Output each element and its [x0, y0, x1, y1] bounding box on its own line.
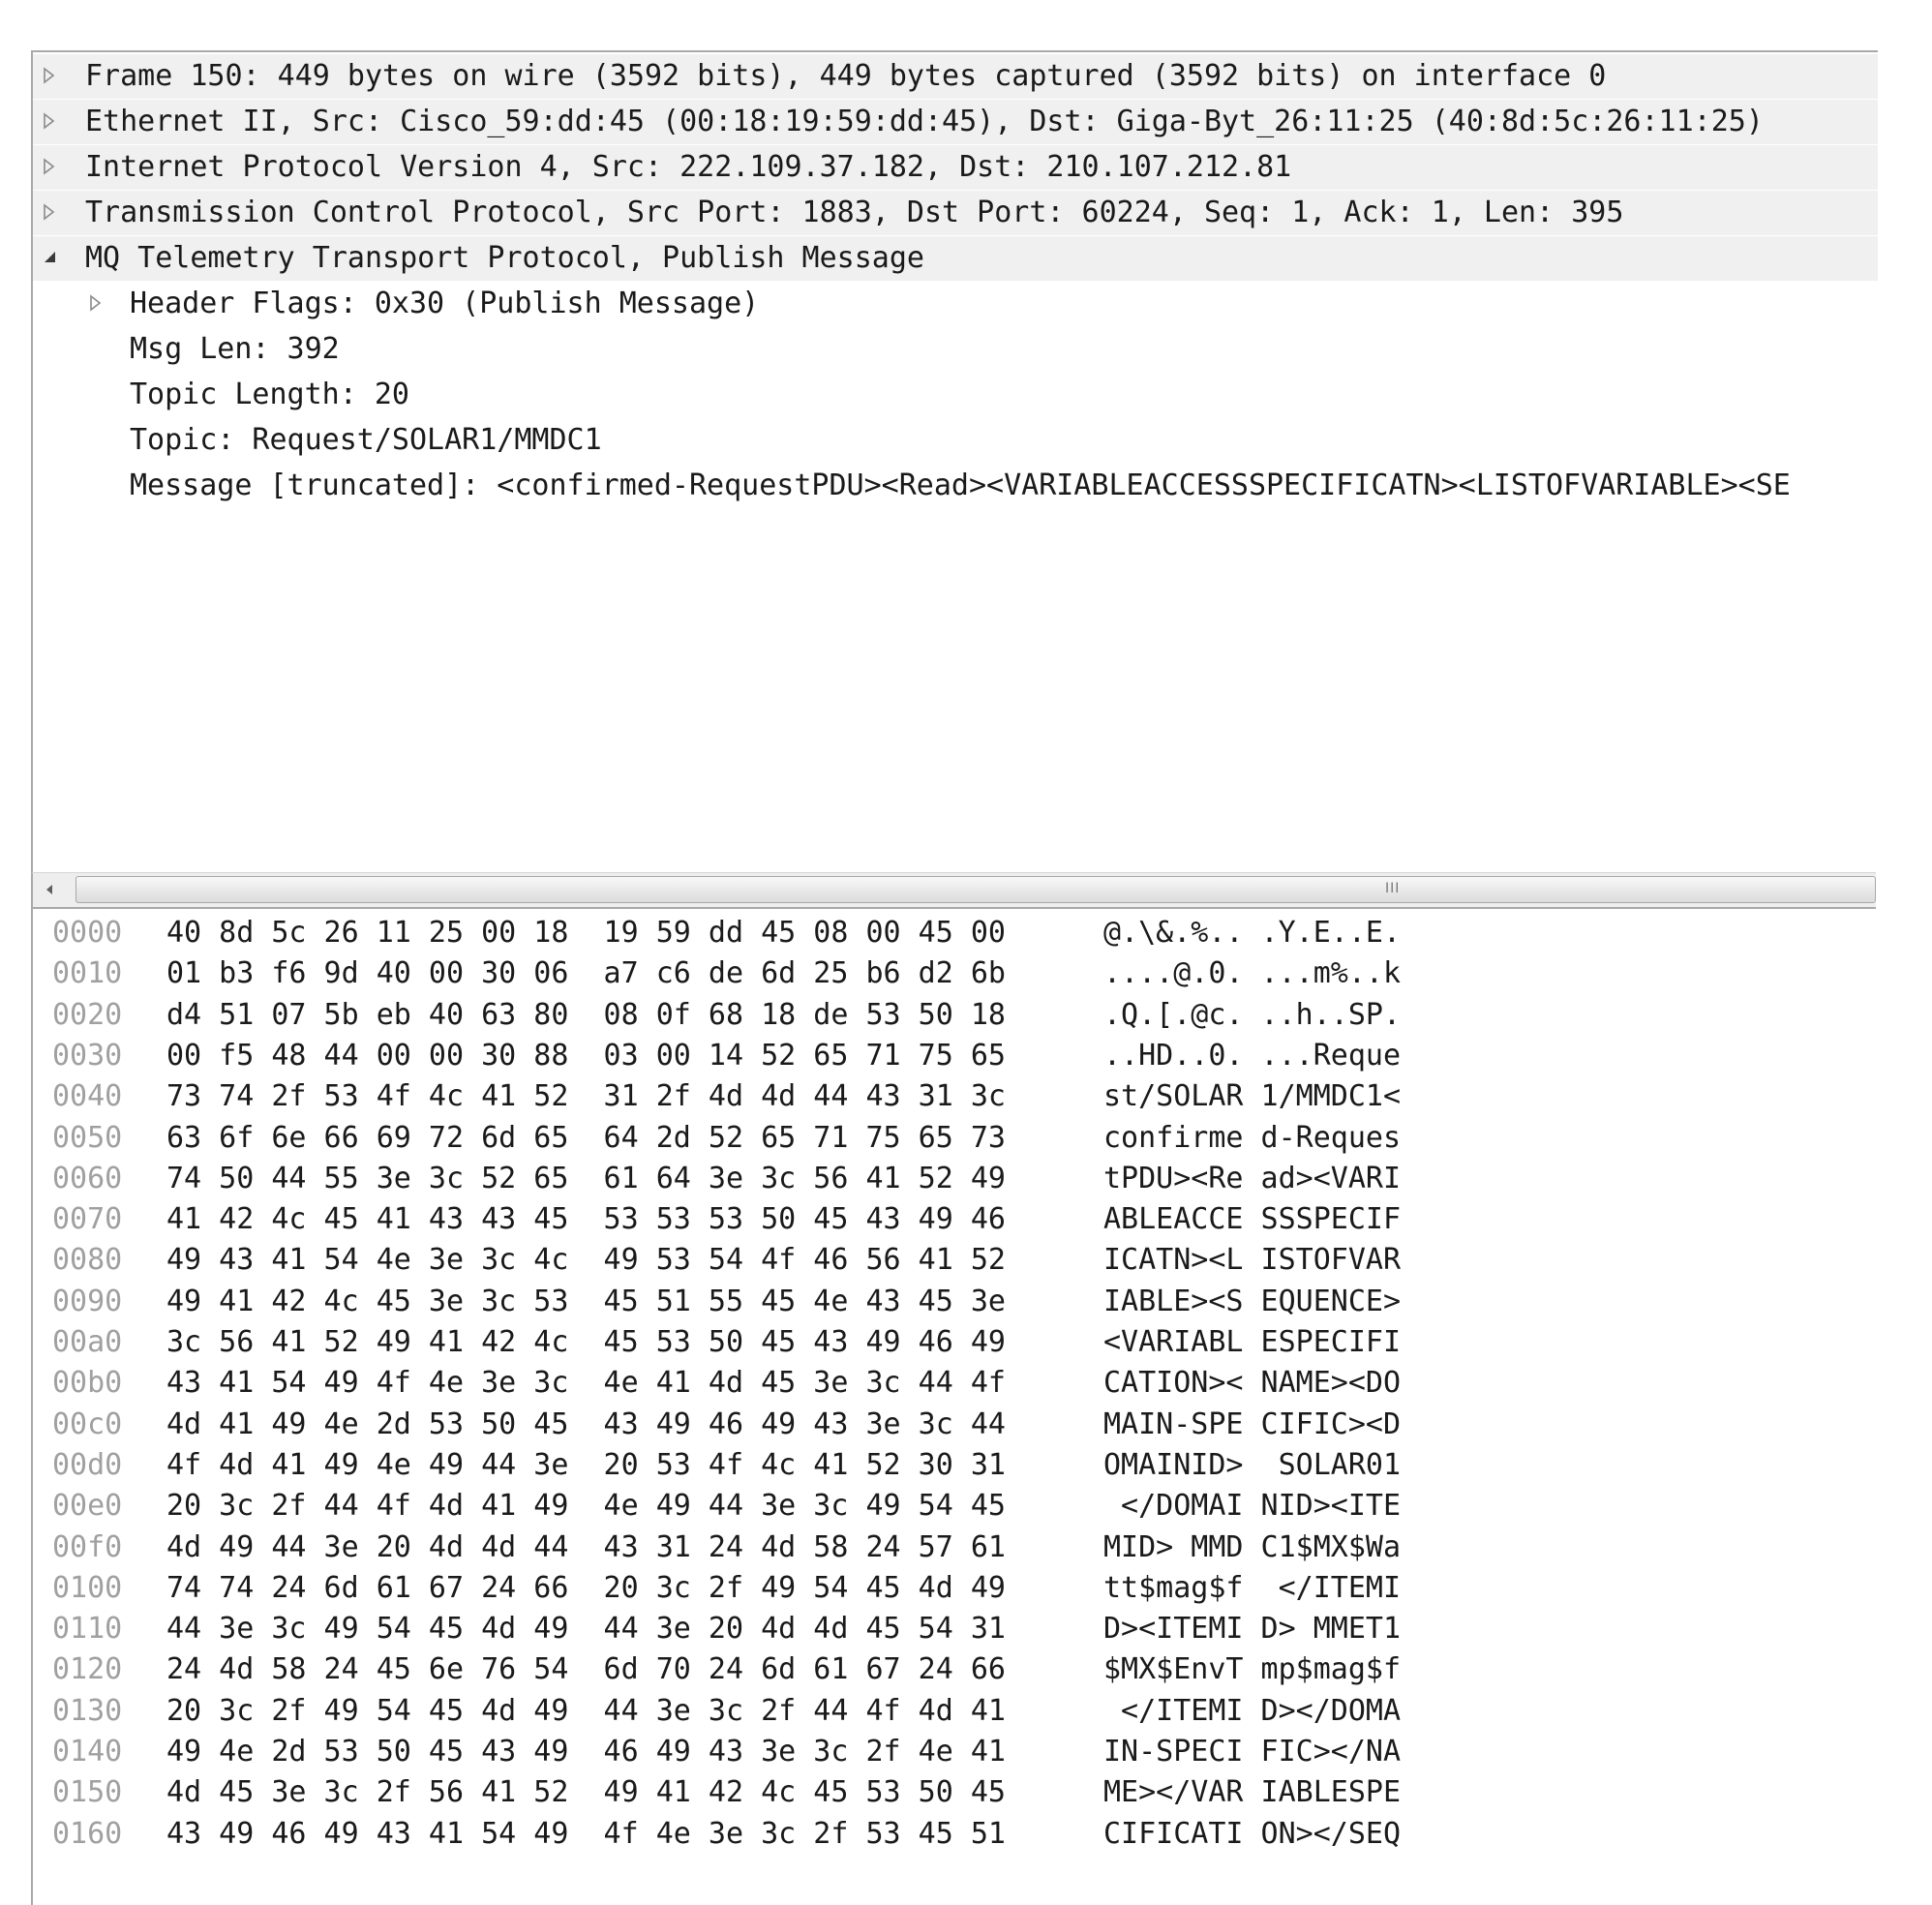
hex-ascii[interactable]: </DOMAI NID><ITE — [1103, 1489, 1402, 1524]
hex-bytes[interactable]: 63 6f 6e 66 69 72 6d 65 64 2d 52 65 71 75 65 73 — [166, 1120, 1006, 1155]
tree-item-label: Topic: Request/SOLAR1/MMDC1 — [130, 423, 602, 457]
hex-offset: 00f0 — [52, 1529, 123, 1564]
hex-bytes[interactable]: 73 74 2f 53 4f 4c 41 52 31 2f 4d 4d 44 43 31 3c — [166, 1079, 1006, 1114]
expand-triangle-icon[interactable] — [43, 145, 62, 190]
hex-bytes[interactable]: 4f 4d 41 49 4e 49 44 3e 20 53 4f 4c 41 52 30 31 — [166, 1447, 1006, 1482]
tree-item-label: Internet Protocol Version 4, Src: 222.109.37.182, Dst: 210.107.212.81 — [85, 150, 1292, 184]
hex-offset: 0110 — [52, 1612, 123, 1647]
hex-offset: 0160 — [52, 1816, 123, 1851]
hex-offset: 0140 — [52, 1735, 123, 1769]
hex-offset: 00b0 — [52, 1366, 123, 1401]
hex-ascii[interactable]: tt$mag$f </ITEMI — [1103, 1570, 1402, 1605]
hex-offset: 0040 — [52, 1079, 123, 1114]
tree-item-frame[interactable] — [33, 54, 1878, 99]
hex-bytes[interactable]: 20 3c 2f 44 4f 4d 41 49 4e 49 44 3e 3c 49 54 45 — [166, 1489, 1006, 1524]
packet-bytes-pane — [31, 907, 1876, 1905]
hex-bytes[interactable]: 43 41 54 49 4f 4e 3e 3c 4e 41 4d 45 3e 3c 44 4f — [166, 1366, 1006, 1401]
hex-ascii[interactable]: CATION>< NAME><DO — [1103, 1366, 1402, 1401]
hex-ascii[interactable]: OMAINID> SOLAR01 — [1103, 1447, 1402, 1482]
hex-ascii[interactable]: IABLE><S EQUENCE> — [1103, 1284, 1402, 1318]
hex-bytes[interactable]: 40 8d 5c 26 11 25 00 18 19 59 dd 45 08 00 45 00 — [166, 916, 1006, 950]
hex-ascii[interactable]: st/SOLAR 1/MMDC1< — [1103, 1079, 1402, 1114]
hex-bytes[interactable]: 43 49 46 49 43 41 54 49 4f 4e 3e 3c 2f 53 45 51 — [166, 1816, 1006, 1851]
hex-ascii[interactable]: ABLEACCE SSSPECIF — [1103, 1202, 1402, 1237]
hex-offset: 0010 — [52, 956, 123, 991]
expand-triangle-icon[interactable] — [89, 282, 108, 326]
hex-offset: 0000 — [52, 916, 123, 950]
hex-bytes[interactable]: 4d 49 44 3e 20 4d 4d 44 43 31 24 4d 58 24 57 61 — [166, 1529, 1006, 1564]
collapse-triangle-icon[interactable] — [43, 236, 62, 281]
hex-bytes[interactable]: 20 3c 2f 49 54 45 4d 49 44 3e 3c 2f 44 4f 4d 41 — [166, 1693, 1006, 1728]
tree-item-label: Frame 150: 449 bytes on wire (3592 bits), 449 bytes captured (3592 bits) on interface 0 — [85, 59, 1607, 93]
hex-bytes[interactable]: 24 4d 58 24 45 6e 76 54 6d 70 24 6d 61 67 24 66 — [166, 1652, 1006, 1687]
hex-bytes[interactable]: 44 3e 3c 49 54 45 4d 49 44 3e 20 4d 4d 45 54 31 — [166, 1612, 1006, 1647]
hex-offset: 0150 — [52, 1775, 123, 1810]
hex-bytes[interactable]: 01 b3 f6 9d 40 00 30 06 a7 c6 de 6d 25 b6 d2 6b — [166, 956, 1006, 991]
hex-bytes[interactable]: 74 74 24 6d 61 67 24 66 20 3c 2f 49 54 45 4d 49 — [166, 1570, 1006, 1605]
hex-ascii[interactable]: ....@.0. ...m%..k — [1103, 956, 1402, 991]
scrollbar-thumb[interactable] — [75, 876, 1876, 903]
hex-ascii[interactable]: ..HD..0. ...Reque — [1103, 1038, 1402, 1073]
scroll-left-arrow-icon[interactable] — [39, 879, 60, 900]
hex-offset: 0120 — [52, 1652, 123, 1687]
hex-ascii[interactable]: confirme d-Reques — [1103, 1120, 1402, 1155]
tree-item-ethernet[interactable] — [33, 100, 1878, 144]
tree-item-label: Transmission Control Protocol, Src Port: 1883, Dst Port: 60224, Seq: 1, Ack: 1, Len: 395 — [85, 196, 1624, 229]
hex-ascii[interactable]: MAIN-SPE CIFIC><D — [1103, 1406, 1402, 1441]
tree-item-label: Header Flags: 0x30 (Publish Message) — [130, 287, 760, 320]
hex-ascii[interactable]: <VARIABL ESPECIFI — [1103, 1325, 1402, 1359]
hex-offset: 0100 — [52, 1570, 123, 1605]
packet-details-pane — [31, 50, 1878, 874]
hex-ascii[interactable]: D><ITEMI D> MMET1 — [1103, 1612, 1402, 1647]
expand-triangle-icon[interactable] — [43, 100, 62, 144]
hex-ascii[interactable]: @.\&.%.. .Y.E..E. — [1103, 916, 1402, 950]
hex-bytes[interactable]: 00 f5 48 44 00 00 30 88 03 00 14 52 65 71 75 65 — [166, 1038, 1006, 1073]
hex-offset: 0030 — [52, 1038, 123, 1073]
hex-offset: 00e0 — [52, 1489, 123, 1524]
tree-item-tcp[interactable] — [33, 191, 1878, 235]
hex-ascii[interactable]: </ITEMI D></DOMA — [1103, 1693, 1402, 1728]
hex-offset: 0020 — [52, 997, 123, 1032]
hex-ascii[interactable]: tPDU><Re ad><VARI — [1103, 1161, 1402, 1195]
hex-offset: 00d0 — [52, 1447, 123, 1482]
hex-offset: 0070 — [52, 1202, 123, 1237]
expand-triangle-icon[interactable] — [43, 54, 62, 99]
tree-item-label: Msg Len: 392 — [130, 332, 340, 366]
tree-item-label: MQ Telemetry Transport Protocol, Publish Message — [85, 241, 924, 275]
hex-offset: 0060 — [52, 1161, 123, 1195]
hex-bytes[interactable]: 49 43 41 54 4e 3e 3c 4c 49 53 54 4f 46 56 41 52 — [166, 1243, 1006, 1278]
hex-offset: 00a0 — [52, 1325, 123, 1359]
hex-ascii[interactable]: CIFICATI ON></SEQ — [1103, 1816, 1402, 1851]
hex-bytes[interactable]: 4d 45 3e 3c 2f 56 41 52 49 41 42 4c 45 53 50 45 — [166, 1775, 1006, 1810]
hex-bytes[interactable]: d4 51 07 5b eb 40 63 80 08 0f 68 18 de 53 50 18 — [166, 997, 1006, 1032]
hex-offset: 0090 — [52, 1284, 123, 1318]
hex-offset: 0080 — [52, 1243, 123, 1278]
hex-ascii[interactable]: .Q.[.@c. ..h..SP. — [1103, 997, 1402, 1032]
hex-bytes[interactable]: 41 42 4c 45 41 43 43 45 53 53 53 50 45 43 49 46 — [166, 1202, 1006, 1237]
hex-ascii[interactable]: ME></VAR IABLESPE — [1103, 1775, 1402, 1810]
hex-ascii[interactable]: ICATN><L ISTOFVAR — [1103, 1243, 1402, 1278]
horizontal-scrollbar[interactable] — [31, 872, 1876, 907]
hex-offset: 0130 — [52, 1693, 123, 1728]
tree-item-mqtt[interactable] — [33, 236, 1878, 281]
hex-ascii[interactable]: IN-SPECI FIC></NA — [1103, 1735, 1402, 1769]
tree-item-label: Topic Length: 20 — [130, 378, 409, 411]
hex-bytes[interactable]: 49 41 42 4c 45 3e 3c 53 45 51 55 45 4e 43 45 3e — [166, 1284, 1006, 1318]
hex-ascii[interactable]: MID> MMD C1$MX$Wa — [1103, 1529, 1402, 1564]
hex-bytes[interactable]: 74 50 44 55 3e 3c 52 65 61 64 3e 3c 56 41 52 49 — [166, 1161, 1006, 1195]
tree-item-label: Ethernet II, Src: Cisco_59:dd:45 (00:18:19:59:dd:45), Dst: Giga-Byt_26:11:25 (40:8d:5c:26:11:25) — [85, 105, 1764, 138]
hex-bytes[interactable]: 4d 41 49 4e 2d 53 50 45 43 49 46 49 43 3e 3c 44 — [166, 1406, 1006, 1441]
hex-bytes[interactable]: 49 4e 2d 53 50 45 43 49 46 49 43 3e 3c 2f 4e 41 — [166, 1735, 1006, 1769]
hex-offset: 0050 — [52, 1120, 123, 1155]
tree-item-ipv4[interactable] — [33, 145, 1878, 190]
hex-ascii[interactable]: $MX$EnvT mp$mag$f — [1103, 1652, 1402, 1687]
hex-bytes[interactable]: 3c 56 41 52 49 41 42 4c 45 53 50 45 43 49 46 49 — [166, 1325, 1006, 1359]
tree-item-label: Message [truncated]: <confirmed-RequestPDU><Read><VARIABLEACCESSSPECIFICATN><LISTOFVARIABLE><SE — [130, 469, 1791, 502]
hex-offset: 00c0 — [52, 1406, 123, 1441]
expand-triangle-icon[interactable] — [43, 191, 62, 235]
scrollbar-grip: III — [1385, 881, 1401, 896]
